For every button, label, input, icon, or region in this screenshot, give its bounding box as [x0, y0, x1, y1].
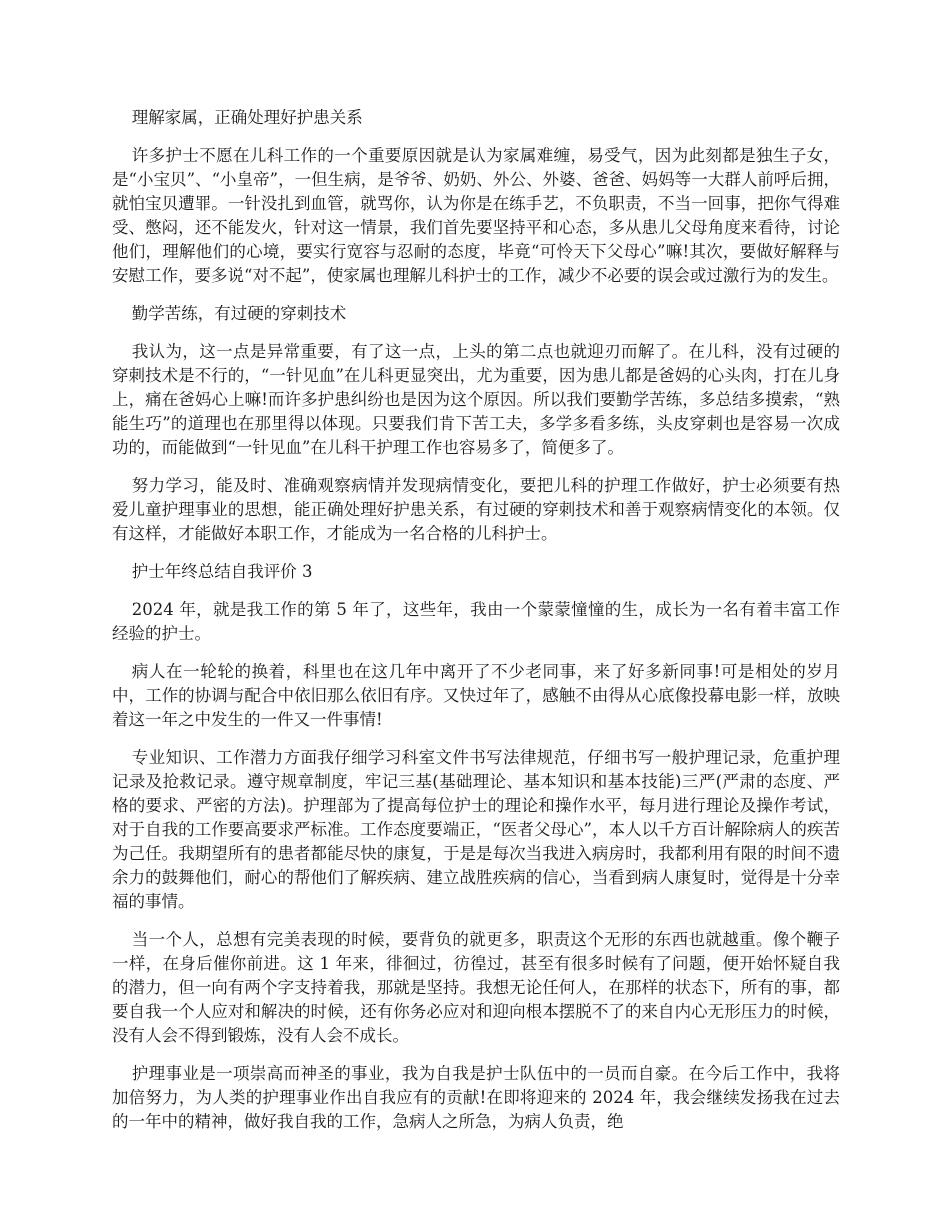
paragraph: 病人在一轮轮的换着，科里也在这几年中离开了不少老同事，来了好多新同事!可是相处的岁月中，工作的协调与配合中依旧那么依旧有序。又快过年了，感触不由得从心底像投幕电影一样，放映着这一年之中发生的一件又一件事情!: [112, 662, 840, 729]
document-body: [112, 106, 840, 1148]
section-heading: 勤学苦练，有过硬的穿刺技术: [131, 304, 347, 323]
paragraph: 护理事业是一项崇高而神圣的事业，我为自我是护士队伍中的一员而自豪。在今后工作中，我将加倍努力，为人类的护理事业作出自我应有的贡献!在即将迎来的 2024 年，我会继续发扬我在过去的一年中的精神，做好我自我的工作，急病人之所急，为病人负责，绝: [112, 1064, 840, 1131]
paragraph: 专业知识、工作潜力方面我仔细学习科室文件书写法律规范，仔细书写一般护理记录，危重护理记录及抢救记录。遵守规章制度，牢记三基(基础理论、基本知识和基本技能)三严(严肃的态度、严格的要求、严密的方法)。护理部为了提高每位护士的理论和操作水平，每月进行理论及操作考试，对于自我的工作要高要求严标准。工作态度要端正，“医者父母心”，本人以千方百计解除病人的疾苦为己任。我期望所有的患者都能尽快的康复，于是是每次当我进入病房时，我都利用有限的时间不遗余力的鼓舞他们，耐心的帮他们了解疾病、建立战胜疾病的信心，当看到病人康复时，觉得是十分幸福的事情。: [112, 748, 840, 911]
paragraph: 当一个人，总想有完美表现的时候，要背负的就更多，职责这个无形的东西也就越重。像个鞭子一样，在身后催你前进。这 1 年来，徘徊过，彷徨过，甚至有很多时候有了问题，便开始怀疑自我的潜力，但一向有两个字支持着我，那就是坚持。我想无论任何人，在那样的状态下，所有的事，都要自我一个人应对和解决的时候，还有你务必应对和迎向根本摆脱不了的来自内心无形压力的时候，没有人会不得到锻炼，没有人会不成长。: [112, 930, 840, 1045]
paragraph: 2024 年，就是我工作的第 5 年了，这些年，我由一个蒙蒙憧憧的生，成长为一名有着丰富工作经验的护士。: [112, 600, 840, 643]
paragraph: 努力学习，能及时、准确观察病情并发现病情变化，要把儿科的护理工作做好，护士必须要有热爱儿童护理事业的思想，能正确处理好护患关系，有过硬的穿刺技术和善于观察病情变化的本领。仅有这样，才能做好本职工作，才能成为一名合格的儿科护士。: [112, 476, 840, 543]
paragraph: 我认为，这一点是异常重要，有了这一点，上头的第二点也就迎刃而解了。在儿科，没有过硬的穿刺技术是不行的，“一针见血”在儿科更显突出，尤为重要，因为患儿都是爸妈的心头肉，打在儿身上，痛在爸妈心上嘛!而许多护患纠纷也是因为这个原因。所以我们要勤学苦练，多总结多摸索，“熟能生巧”的道理也在那里得以体现。只要我们肯下苦工夫，多学多看多练，头皮穿刺也是容易一次成功的，而能做到“一针见血”在儿科干护理工作也容易多了，简便多了。: [112, 342, 840, 457]
paragraph: 许多护士不愿在儿科工作的一个重要原因就是认为家属难缠，易受气，因为此刻都是独生子女，是“小宝贝”、“小皇帝”，一但生病，是爷爷、奶奶、外公、外婆、爸爸、妈妈等一大群人前呼后拥，就怕宝贝遭罪。一针没扎到血管，就骂你，认为你是在练手艺，不负职责，不当一回事，把你气得难受、憋闷，还不能发火，针对这一情景，我们首先要坚持平和心态，多从患儿父母角度来看待，讨论他们，理解他们的心境，要实行宽容与忍耐的态度，毕竟“可怜天下父母心”嘛!其次，要做好解释与安慰工作，要多说“对不起”，使家属也理解儿科护士的工作，减少不必要的误会或过激行为的发生。: [112, 146, 840, 285]
section-heading: 护士年终总结自我评价 3: [131, 562, 313, 581]
section-heading: 理解家属，正确处理好护患关系: [131, 108, 363, 127]
